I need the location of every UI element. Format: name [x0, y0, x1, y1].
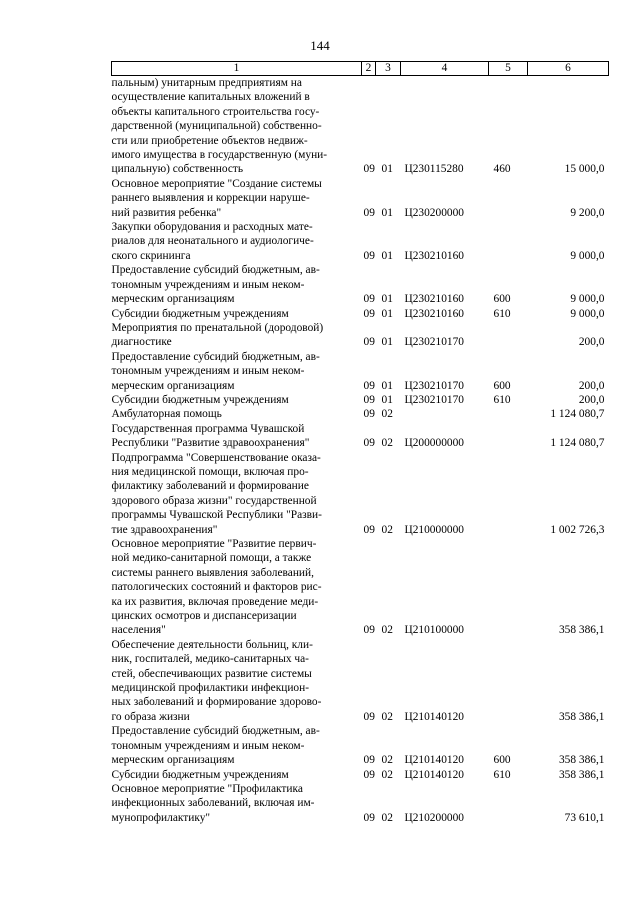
row-name-line: раннего выявления и коррекции наруше- — [111, 192, 310, 205]
table-row — [112, 263, 609, 306]
row-name — [112, 638, 362, 724]
row-name-line: патологических состояний и факторов рис- — [111, 581, 322, 594]
row-name-line: Закупки оборудования и расходных мате- — [111, 221, 313, 234]
row-subsection-code: 02 — [381, 624, 393, 637]
row-expense-type — [489, 422, 528, 451]
row-target-article: Ц230210160 — [404, 249, 464, 262]
row-amount: 1 002 726,3 — [550, 523, 605, 536]
row-name-line: системы раннего выявления заболеваний, — [111, 566, 314, 579]
row-amount: 200,0 — [578, 379, 605, 392]
row-name-line: пальным) унитарным предприятиям на — [111, 77, 302, 89]
row-target-article: Ц230115280 — [404, 163, 464, 176]
row-name-line: мунопрофилактику" — [111, 811, 211, 824]
row-name-line: Предоставление субсидий бюджетным, ав- — [111, 264, 320, 277]
row-name-line: тономным учреждениям и иным неком- — [111, 739, 305, 752]
row-subsection-code: 01 — [381, 293, 393, 306]
row-name — [112, 393, 362, 407]
row-name-line: Республики "Развитие здравоохранения" — [111, 437, 310, 450]
row-name — [112, 321, 362, 350]
column-header-6: 6 — [528, 62, 609, 76]
row-expense-type — [489, 177, 528, 220]
row-expense-type: 600 — [493, 379, 511, 392]
column-header-5: 5 — [489, 62, 528, 76]
row-name-line: ского скрининга — [111, 249, 191, 262]
row-name-line: мерческим организациям — [111, 754, 235, 767]
row-name-line: ник, госпиталей, медико-санитарных ча- — [111, 653, 309, 666]
row-name-line: Подпрограмма "Совершенствование оказа- — [111, 451, 321, 464]
row-subsection-code: 01 — [381, 206, 393, 219]
row-name-line: тие здравоохранения" — [111, 523, 218, 536]
row-name-line: населения" — [111, 624, 166, 637]
row-expense-type — [489, 321, 528, 350]
row-name-line: мерческим организациям — [111, 293, 235, 306]
row-section-code: 09 — [363, 624, 375, 637]
column-header-3: 3 — [376, 62, 401, 76]
table-row — [112, 177, 609, 220]
row-expense-type: 600 — [493, 754, 511, 767]
row-section-code: 09 — [363, 307, 375, 320]
table-row — [112, 537, 609, 638]
row-expense-type: 610 — [493, 768, 511, 781]
row-name-line: ния медицинской помощи, включая про- — [111, 465, 309, 478]
row-section-code: 09 — [363, 710, 375, 723]
row-name-line: Обеспечение деятельности больниц, кли- — [111, 638, 313, 651]
table-body — [112, 76, 609, 826]
table-row — [112, 724, 609, 767]
row-amount: 358 386,1 — [558, 768, 605, 781]
row-name-line: Субсидии бюджетным учреждениям — [111, 307, 289, 320]
row-name-line: риалов для неонатального и аудиологиче- — [111, 235, 314, 248]
column-header-1: 1 — [112, 62, 362, 76]
row-section-code: 09 — [363, 249, 375, 262]
row-subsection-code: 02 — [381, 811, 393, 824]
row-expense-type — [489, 407, 528, 421]
row-section-code: 09 — [363, 393, 375, 406]
column-header-2: 2 — [362, 62, 376, 76]
row-name-line: ных заболеваний и формирование здорово- — [111, 696, 322, 709]
row-name — [112, 537, 362, 638]
row-name-line: Предоставление субсидий бюджетным, ав- — [111, 350, 320, 363]
row-expense-type — [489, 220, 528, 263]
row-amount: 358 386,1 — [558, 624, 605, 637]
row-name-line: мерческим организациям — [111, 379, 235, 392]
row-name-line: Субсидии бюджетным учреждениям — [111, 768, 289, 781]
row-target-article: Ц230200000 — [404, 206, 464, 219]
row-expense-type: 610 — [493, 393, 511, 406]
row-amount: 9 000,0 — [570, 293, 605, 306]
row-subsection-code: 01 — [381, 336, 393, 349]
table-row — [112, 76, 609, 177]
row-name-line: Основное мероприятие "Развитие первич- — [111, 538, 317, 550]
table-row — [112, 782, 609, 825]
row-name-line: ка их развития, включая проведение меди- — [111, 595, 319, 608]
row-subsection-code: 02 — [381, 768, 393, 781]
page-number: 144 — [310, 38, 330, 53]
row-target-article: Ц210100000 — [404, 624, 464, 637]
row-expense-type — [489, 537, 528, 638]
row-amount: 200,0 — [578, 393, 605, 406]
row-name-line: Государственная программа Чувашской — [111, 422, 305, 435]
row-name-line: здорового образа жизни" государственной — [111, 494, 317, 507]
row-name-line: ний развития ребенка" — [111, 206, 222, 219]
row-name-line: Предоставление субсидий бюджетным, ав- — [111, 725, 320, 738]
row-name-line: объекты капитального строительства госу- — [111, 105, 320, 118]
row-name-line: сти или приобретение объектов недвиж- — [111, 134, 308, 147]
row-amount: 358 386,1 — [558, 710, 605, 723]
row-name-line: диагностике — [111, 336, 172, 349]
row-section-code: 09 — [363, 163, 375, 176]
row-name-line: инфекционных заболеваний, включая им- — [111, 797, 315, 810]
row-name — [112, 422, 362, 451]
table-row — [112, 307, 609, 321]
row-name — [112, 76, 362, 177]
row-name-line: ципальную) собственность — [111, 163, 244, 176]
table-row — [112, 768, 609, 782]
row-section-code: 09 — [363, 523, 375, 536]
row-name-line: филактику заболеваний и формирование — [111, 480, 309, 493]
row-name-line: цинских осмотров и диспансеризации — [111, 610, 297, 623]
row-name — [112, 724, 362, 767]
row-target-article: Ц210140120 — [404, 754, 464, 767]
row-name-line: медицинской профилактики инфекцион- — [111, 682, 310, 695]
row-expense-type — [489, 451, 528, 537]
row-name-line: программы Чувашской Республики "Разви- — [111, 509, 322, 522]
row-amount: 73 610,1 — [564, 811, 605, 824]
row-name — [112, 263, 362, 306]
row-amount: 9 000,0 — [570, 249, 605, 262]
row-subsection-code: 02 — [381, 710, 393, 723]
row-name — [112, 407, 362, 421]
row-amount: 9 200,0 — [570, 206, 605, 219]
row-target-article: Ц230210160 — [404, 307, 464, 320]
row-name-line: Основное мероприятие "Создание системы — [111, 177, 322, 190]
row-subsection-code: 01 — [381, 379, 393, 392]
row-expense-type — [489, 638, 528, 724]
row-name-line: осуществление капитальных вложений в — [111, 91, 310, 104]
row-target-article: Ц210140120 — [404, 768, 464, 781]
row-subsection-code: 01 — [381, 393, 393, 406]
row-name — [112, 350, 362, 393]
row-subsection-code: 01 — [381, 307, 393, 320]
table-row — [112, 638, 609, 724]
row-name-line: тономным учреждениям и иным неком- — [111, 365, 305, 378]
row-section-code: 09 — [363, 293, 375, 306]
column-header-4: 4 — [401, 62, 489, 76]
row-amount: 1 124 080,7 — [550, 408, 605, 421]
table-row — [112, 321, 609, 350]
row-target-article: Ц210000000 — [404, 523, 464, 536]
row-subsection-code: 01 — [381, 163, 393, 176]
row-target-article: Ц210140120 — [404, 710, 464, 723]
row-name-line: стей, обеспечивающих развитие системы — [111, 667, 312, 680]
row-target-article: Ц230210160 — [404, 293, 464, 306]
row-name-line: го образа жизни — [111, 710, 190, 723]
row-section-code: 09 — [363, 379, 375, 392]
table-row — [112, 350, 609, 393]
row-expense-type: 610 — [493, 307, 511, 320]
budget-table — [111, 61, 609, 825]
row-name — [112, 307, 362, 321]
row-target-article: Ц210200000 — [404, 811, 464, 824]
row-section-code: 09 — [363, 336, 375, 349]
row-section-code: 09 — [363, 206, 375, 219]
row-name-line: Субсидии бюджетным учреждениям — [111, 393, 289, 406]
row-target-article: Ц230210170 — [404, 379, 464, 392]
row-amount: 9 000,0 — [570, 307, 605, 320]
table-row — [112, 422, 609, 451]
table-row — [112, 407, 609, 421]
row-amount: 15 000,0 — [564, 163, 605, 176]
row-section-code: 09 — [363, 811, 375, 824]
row-name-line: Мероприятия по пренатальной (дородовой) — [111, 321, 324, 334]
row-target-article — [401, 407, 489, 421]
row-name — [112, 768, 362, 782]
row-subsection-code: 02 — [381, 437, 393, 450]
row-expense-type: 600 — [493, 293, 511, 306]
row-section-code: 09 — [363, 754, 375, 767]
row-name-line: тономным учреждениям и иным неком- — [111, 278, 305, 291]
row-name — [112, 177, 362, 220]
row-name — [112, 451, 362, 537]
row-section-code: 09 — [363, 408, 375, 421]
row-name-line: Амбулаторная помощь — [111, 408, 222, 421]
row-name-line: дарственной (муниципальной) собственно- — [111, 120, 322, 133]
row-subsection-code: 02 — [381, 754, 393, 767]
table-row — [112, 451, 609, 537]
row-name-line: имого имущества в государственную (муни- — [111, 149, 328, 162]
row-target-article: Ц230210170 — [404, 336, 464, 349]
row-target-article: Ц230210170 — [404, 393, 464, 406]
row-subsection-code: 02 — [381, 523, 393, 536]
row-target-article: Ц200000000 — [404, 437, 464, 450]
row-expense-type: 460 — [493, 163, 511, 176]
table-row — [112, 220, 609, 263]
row-section-code: 09 — [363, 768, 375, 781]
row-name-line: Основное мероприятие "Профилактика — [111, 782, 303, 795]
row-amount: 358 386,1 — [558, 754, 605, 767]
row-section-code: 09 — [363, 437, 375, 450]
row-subsection-code: 01 — [381, 249, 393, 262]
table-header — [112, 62, 609, 76]
table-row — [112, 393, 609, 407]
row-subsection-code: 02 — [381, 408, 393, 421]
row-amount: 1 124 080,7 — [550, 437, 605, 450]
row-name-line: ной медико-санитарной помощи, а также — [111, 552, 312, 565]
row-name — [112, 782, 362, 825]
row-amount: 200,0 — [578, 336, 605, 349]
row-name — [112, 220, 362, 263]
row-expense-type — [489, 782, 528, 825]
